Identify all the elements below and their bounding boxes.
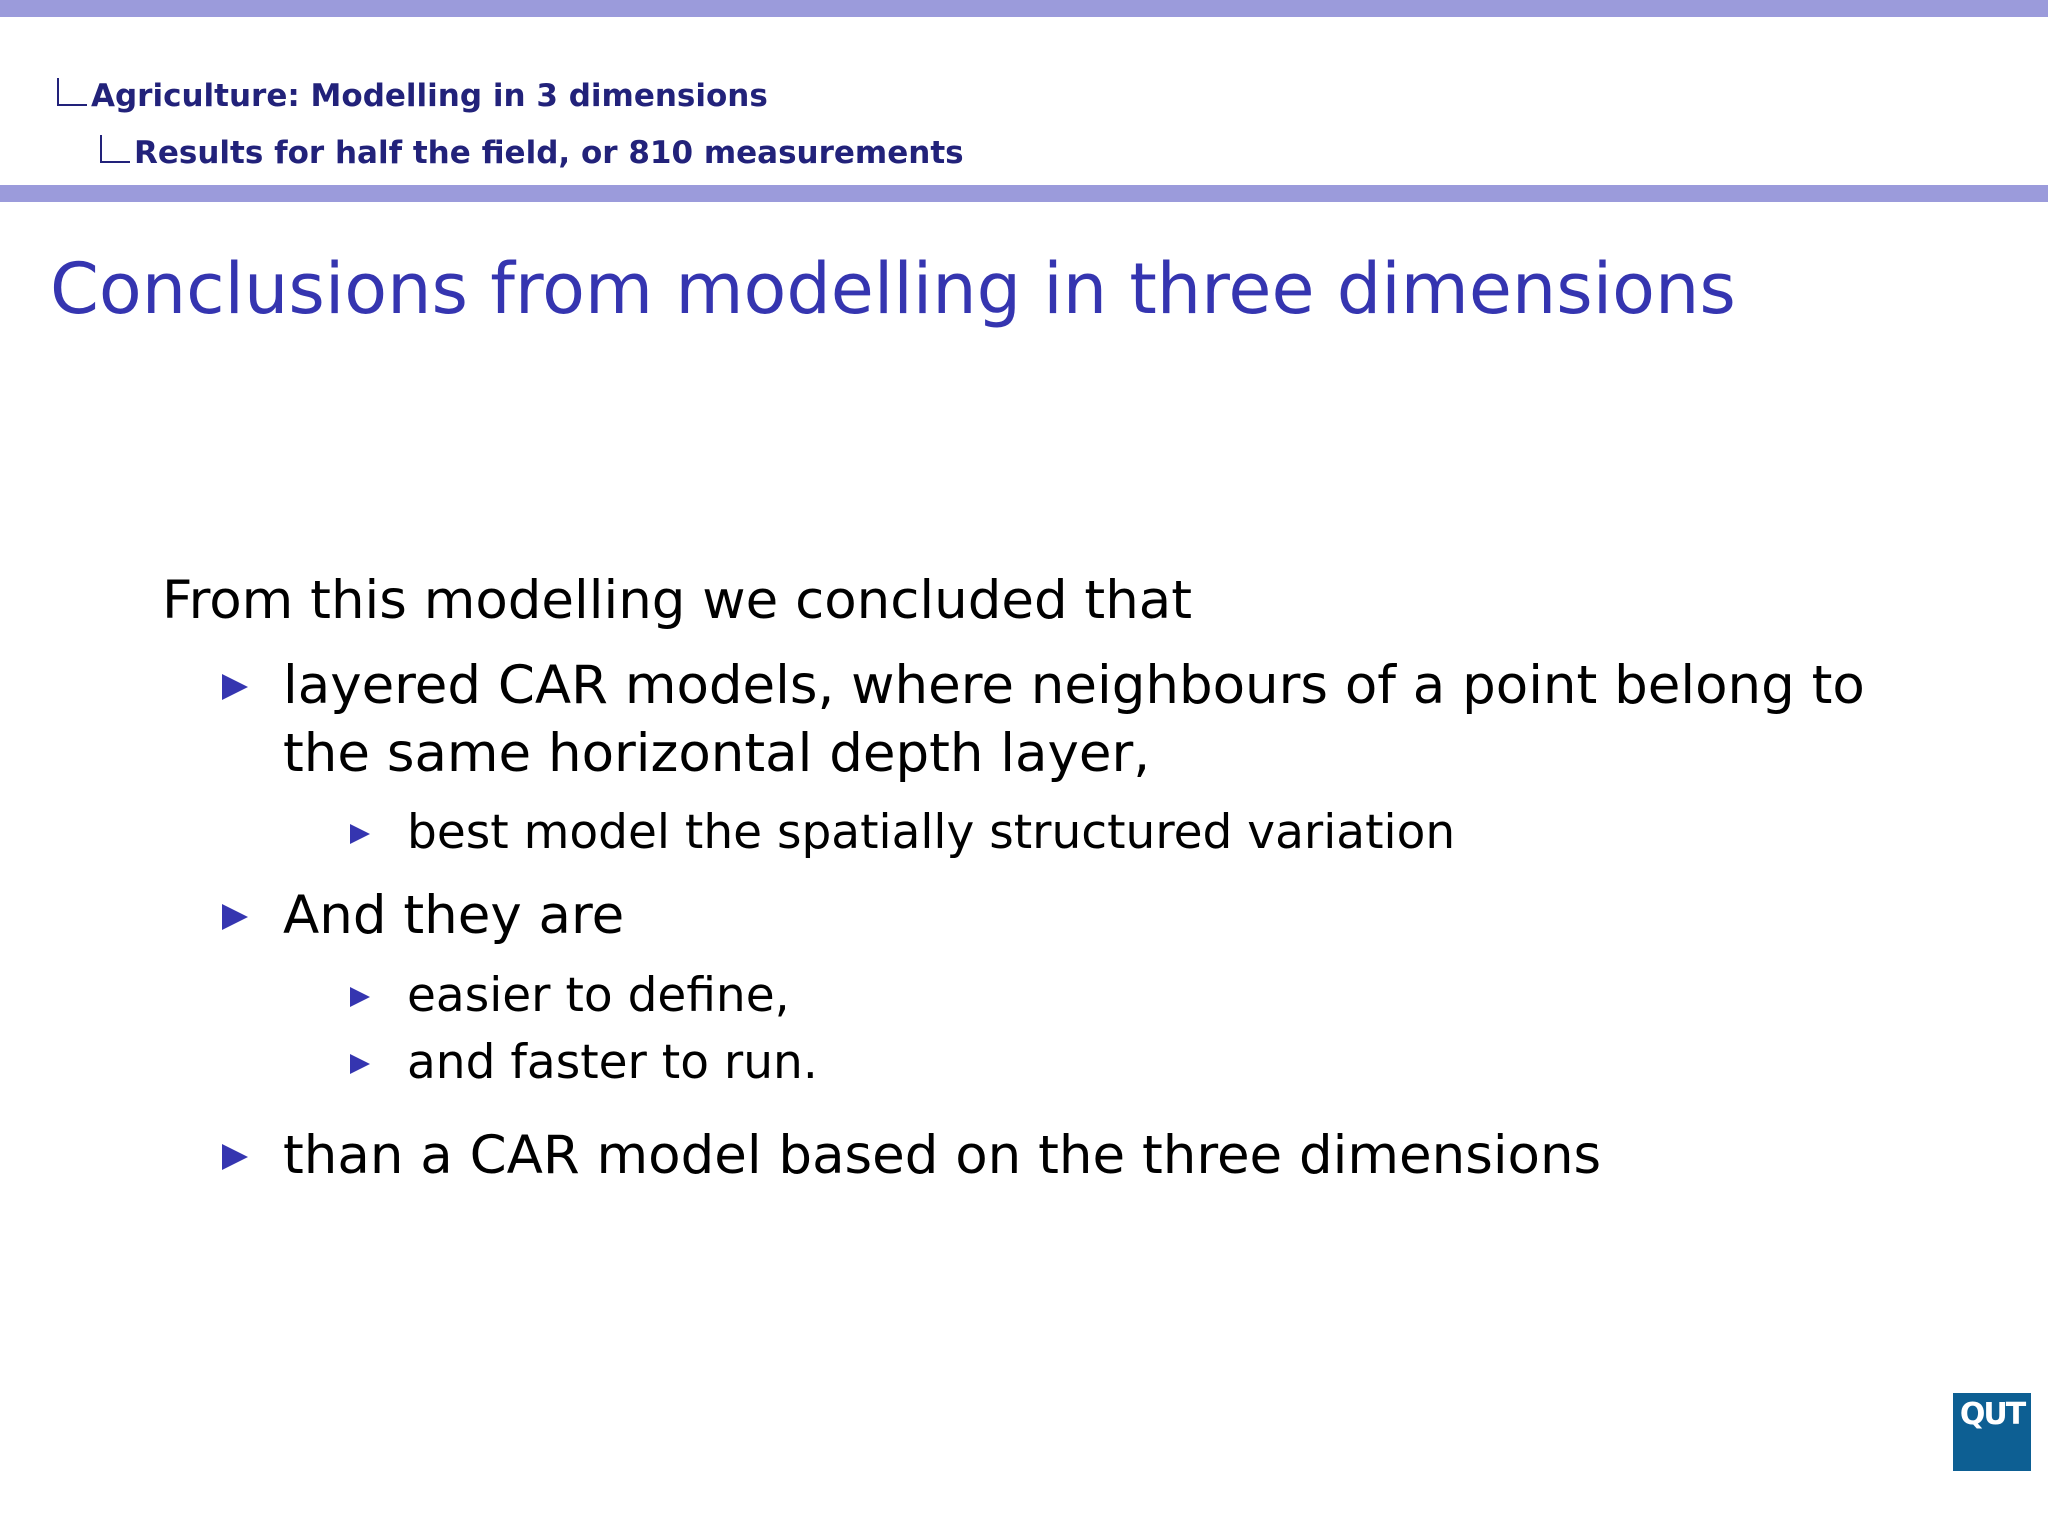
sub-bullet-triangle-icon: [350, 1054, 370, 1074]
corner-icon: [57, 78, 87, 106]
bullet-2-sub-1: easier to define,: [407, 968, 790, 1023]
bullet-1-sub-1: best model the spatially structured variation: [407, 805, 1456, 860]
sub-bullet-triangle-icon: [350, 824, 370, 844]
bullet-1-line-1: layered CAR models, where neighbours of a point belong to: [283, 655, 1865, 716]
corner-icon: [100, 135, 130, 163]
bullet-triangle-icon: [222, 904, 248, 930]
bullet-2-line-1: And they are: [283, 885, 625, 946]
bullet-2-sub-2: and faster to run.: [407, 1035, 818, 1090]
bullet-1-line-2: the same horizontal depth layer,: [283, 723, 1151, 784]
sub-bullet-triangle-icon: [350, 987, 370, 1007]
intro-text: From this modelling we concluded that: [162, 570, 1193, 631]
qut-logo: QUT: [1953, 1393, 2031, 1471]
header-band-top: [0, 0, 2048, 17]
breadcrumb-section: [57, 78, 768, 114]
header-band-bottom: [0, 185, 2048, 202]
breadcrumb-section-label: Agriculture: Modelling in 3 dimensions: [91, 78, 768, 114]
slide-title: Conclusions from modelling in three dimensions: [50, 248, 1736, 330]
bullet-triangle-icon: [222, 674, 248, 700]
breadcrumb-subsection: [100, 135, 964, 171]
bullet-3-line-1: than a CAR model based on the three dimensions: [283, 1125, 1602, 1186]
bullet-triangle-icon: [222, 1144, 248, 1170]
breadcrumb-subsection-label: Results for half the field, or 810 measurements: [134, 135, 964, 171]
